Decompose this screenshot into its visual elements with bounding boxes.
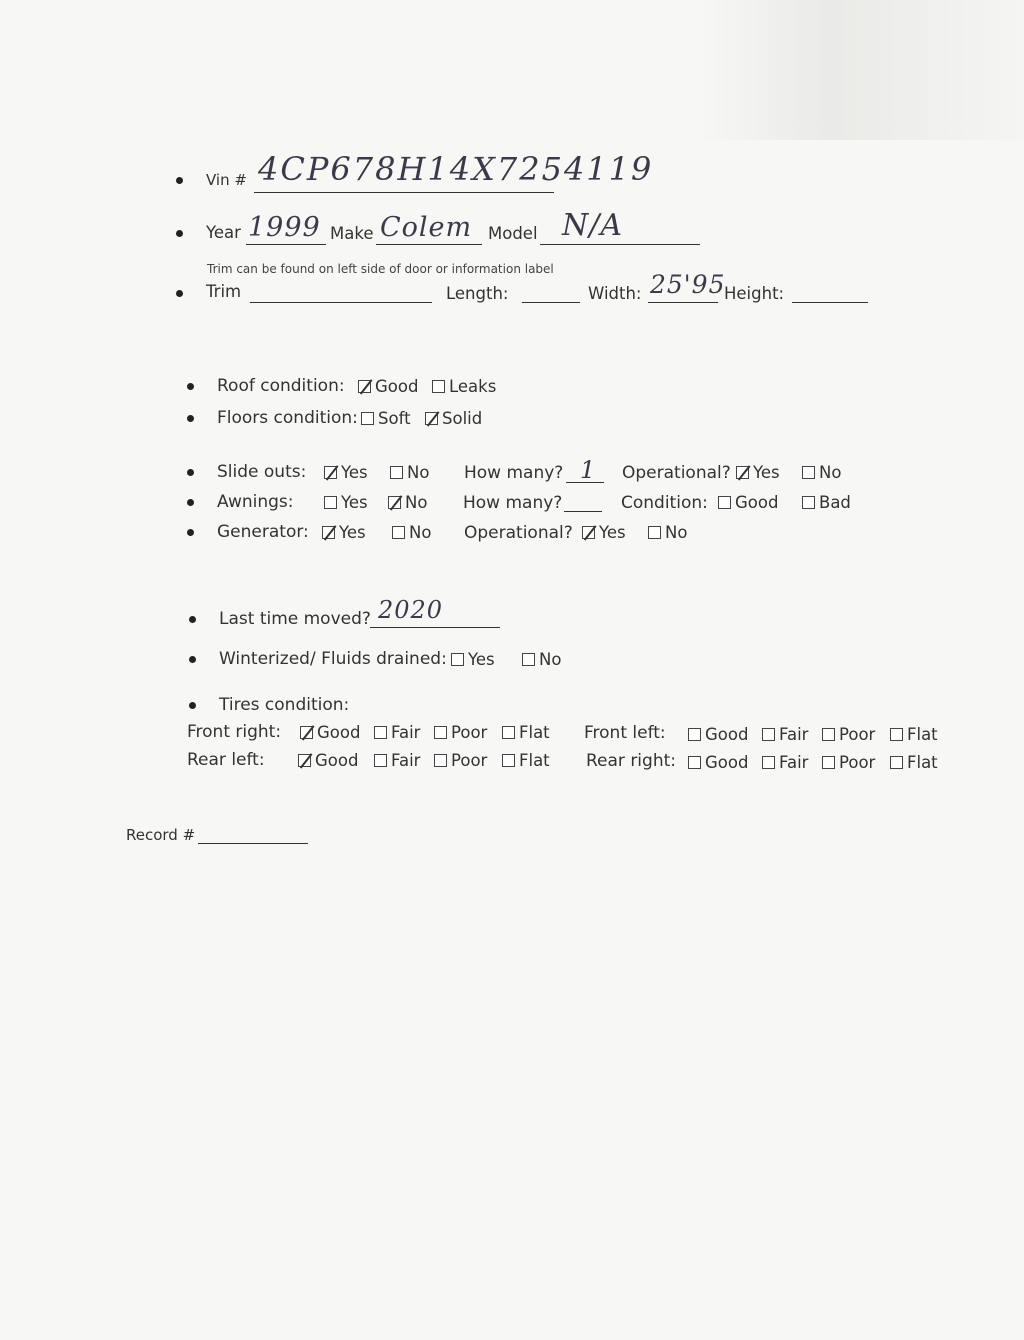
rr-good-text: Good [705, 753, 749, 772]
length-field[interactable] [522, 302, 580, 303]
checkbox-icon[interactable] [434, 754, 447, 767]
record-label: Record # [126, 826, 196, 844]
generator-label: Generator: [217, 522, 309, 542]
last-moved-label: Last time moved? [219, 609, 371, 629]
rr-fair-text: Fair [779, 753, 809, 772]
rear-right-label: Rear right: [586, 751, 676, 771]
rr-fair-option[interactable] [762, 753, 808, 772]
model-label: Model [488, 224, 538, 243]
generator-op-yes-option[interactable] [582, 523, 626, 542]
rr-flat-text: Flat [907, 753, 938, 772]
front-left-label: Front left: [584, 723, 666, 743]
checked-box-icon[interactable] [582, 526, 595, 539]
awnings-how-many-label: How many? [463, 493, 563, 513]
floors-soft-text: Soft [378, 409, 411, 428]
fl-flat-option[interactable] [890, 725, 938, 744]
awnings-condition-label: Condition: [621, 493, 708, 513]
rr-poor-text: Poor [839, 753, 876, 772]
checkbox-icon[interactable] [802, 496, 815, 509]
slide-op-no-text: No [819, 463, 842, 482]
winterized-yes-option[interactable] [451, 650, 495, 669]
floors-solid-text: Solid [442, 409, 483, 428]
checkbox-icon[interactable] [890, 728, 903, 741]
checkbox-icon[interactable] [502, 726, 515, 739]
tires-title: Tires condition: [219, 695, 350, 715]
scan-shadow [700, 0, 1024, 140]
height-label: Height: [724, 284, 785, 303]
width-value: 25'95 [650, 270, 726, 299]
rl-poor-text: Poor [451, 751, 488, 770]
checkbox-icon[interactable] [802, 466, 815, 479]
fl-poor-text: Poor [839, 725, 876, 744]
fl-good-option[interactable] [688, 725, 748, 744]
rr-good-option[interactable] [688, 753, 748, 772]
floors-soft-option[interactable] [361, 409, 411, 428]
front-right-label: Front right: [187, 722, 282, 742]
awnings-label: Awnings: [217, 492, 294, 512]
winterized-yes-text: Yes [468, 650, 495, 669]
checkbox-icon[interactable] [390, 466, 403, 479]
checkbox-icon[interactable] [434, 726, 447, 739]
floors-solid-option[interactable] [425, 409, 482, 428]
rl-good-option[interactable] [298, 751, 358, 770]
generator-operational-label: Operational? [464, 523, 573, 543]
bullet [187, 499, 194, 506]
bullet [176, 230, 183, 237]
rear-left-label: Rear left: [187, 750, 265, 770]
length-label: Length: [446, 284, 509, 303]
checkbox-icon[interactable] [392, 526, 405, 539]
vin-label: Vin # [206, 171, 247, 189]
rl-fair-text: Fair [391, 751, 421, 770]
awnings-bad-option[interactable] [802, 493, 851, 512]
fr-good-text: Good [317, 723, 361, 742]
rr-poor-option[interactable] [822, 753, 875, 772]
slide-no-text: No [407, 463, 430, 482]
roof-good-text: Good [375, 377, 419, 396]
rl-flat-text: Flat [519, 751, 550, 770]
slide-op-yes-text: Yes [753, 463, 780, 482]
checked-box-icon[interactable] [322, 526, 335, 539]
rl-flat-option[interactable] [502, 751, 550, 770]
checkbox-icon[interactable] [762, 728, 775, 741]
rl-poor-option[interactable] [434, 751, 487, 770]
slide-count-value: 1 [580, 456, 597, 484]
fl-fair-text: Fair [779, 725, 809, 744]
generator-yes-text: Yes [339, 523, 366, 542]
checkbox-icon[interactable] [718, 496, 731, 509]
fl-flat-text: Flat [907, 725, 938, 744]
checkbox-icon[interactable] [688, 756, 701, 769]
slide-how-many-label: How many? [464, 463, 564, 483]
generator-op-yes-text: Yes [599, 523, 626, 542]
checked-box-icon[interactable] [736, 466, 749, 479]
winterized-no-option[interactable] [522, 650, 561, 669]
checkbox-icon[interactable] [522, 653, 535, 666]
checked-box-icon[interactable] [300, 726, 313, 739]
bullet [187, 415, 194, 422]
awnings-no-option[interactable] [388, 493, 427, 512]
bullet [176, 290, 183, 297]
slide-no-option[interactable] [390, 463, 429, 482]
width-field[interactable] [648, 302, 718, 303]
slide-op-yes-option[interactable] [736, 463, 780, 482]
bullet [189, 616, 196, 623]
generator-no-text: No [409, 523, 432, 542]
winterized-label: Winterized/ Fluids drained: [219, 649, 447, 669]
fl-good-text: Good [705, 725, 749, 744]
awnings-count-field[interactable] [564, 511, 602, 512]
checkbox-icon[interactable] [324, 496, 337, 509]
checkbox-icon[interactable] [648, 526, 661, 539]
make-value: Colem [380, 212, 473, 243]
generator-op-no-text: No [665, 523, 688, 542]
year-label: Year [206, 223, 241, 242]
roof-good-option[interactable] [358, 377, 418, 396]
bullet [187, 383, 194, 390]
checked-box-icon[interactable] [425, 412, 438, 425]
year-field[interactable] [246, 244, 326, 245]
bullet [187, 529, 194, 536]
winterized-no-text: No [539, 650, 562, 669]
bullet [189, 702, 196, 709]
roof-leaks-option[interactable] [432, 377, 496, 396]
fr-poor-text: Poor [451, 723, 488, 742]
model-value: N/A [562, 208, 624, 243]
floors-label: Floors condition: [217, 408, 358, 428]
trim-field[interactable] [250, 302, 432, 303]
trim-note: Trim can be found on left side of door or information label [207, 262, 554, 276]
make-field[interactable] [376, 244, 482, 245]
awnings-good-text: Good [735, 493, 779, 512]
trim-label: Trim [206, 282, 242, 301]
checked-box-icon[interactable] [358, 380, 371, 393]
bullet [187, 469, 194, 476]
model-field[interactable] [540, 244, 700, 245]
fr-fair-option[interactable] [374, 723, 420, 742]
fr-flat-text: Flat [519, 723, 550, 742]
checkbox-icon[interactable] [374, 754, 387, 767]
fr-flat-option[interactable] [502, 723, 550, 742]
checkbox-icon[interactable] [374, 726, 387, 739]
checkbox-icon[interactable] [762, 756, 775, 769]
checked-box-icon[interactable] [388, 496, 401, 509]
generator-op-no-option[interactable] [648, 523, 687, 542]
slide-outs-label: Slide outs: [217, 462, 307, 482]
fl-poor-option[interactable] [822, 725, 875, 744]
checkbox-icon[interactable] [822, 728, 835, 741]
awnings-no-text: No [405, 493, 428, 512]
rl-fair-option[interactable] [374, 751, 420, 770]
fl-fair-option[interactable] [762, 725, 808, 744]
generator-no-option[interactable] [392, 523, 431, 542]
checkbox-icon[interactable] [361, 412, 374, 425]
bullet [176, 177, 183, 184]
awnings-yes-text: Yes [341, 493, 368, 512]
roof-leaks-text: Leaks [449, 377, 497, 396]
checkbox-icon[interactable] [688, 728, 701, 741]
checkbox-icon[interactable] [451, 653, 464, 666]
rl-good-text: Good [315, 751, 359, 770]
height-field[interactable] [792, 302, 868, 303]
vin-field[interactable] [254, 192, 554, 193]
bullet [189, 656, 196, 663]
last-moved-value: 2020 [378, 596, 444, 624]
fr-poor-option[interactable] [434, 723, 487, 742]
rr-flat-option[interactable] [890, 753, 938, 772]
fr-good-option[interactable] [300, 723, 360, 742]
checkbox-icon[interactable] [890, 756, 903, 769]
slide-yes-text: Yes [341, 463, 368, 482]
width-label: Width: [588, 284, 642, 303]
fr-fair-text: Fair [391, 723, 421, 742]
year-value: 1999 [248, 212, 321, 243]
checkbox-icon[interactable] [502, 754, 515, 767]
checked-box-icon[interactable] [298, 754, 311, 767]
roof-label: Roof condition: [217, 376, 345, 396]
slide-op-no-option[interactable] [802, 463, 841, 482]
checked-box-icon[interactable] [324, 466, 337, 479]
record-field[interactable] [198, 843, 308, 844]
make-label: Make [330, 224, 374, 243]
awnings-yes-option[interactable] [324, 493, 368, 512]
slide-yes-option[interactable] [324, 463, 368, 482]
checkbox-icon[interactable] [432, 380, 445, 393]
awnings-bad-text: Bad [819, 493, 851, 512]
checkbox-icon[interactable] [822, 756, 835, 769]
vin-value: 4CP678H14X7254119 [258, 150, 654, 188]
awnings-good-option[interactable] [718, 493, 778, 512]
slide-operational-label: Operational? [622, 463, 731, 483]
last-moved-field[interactable] [370, 627, 500, 628]
generator-yes-option[interactable] [322, 523, 366, 542]
